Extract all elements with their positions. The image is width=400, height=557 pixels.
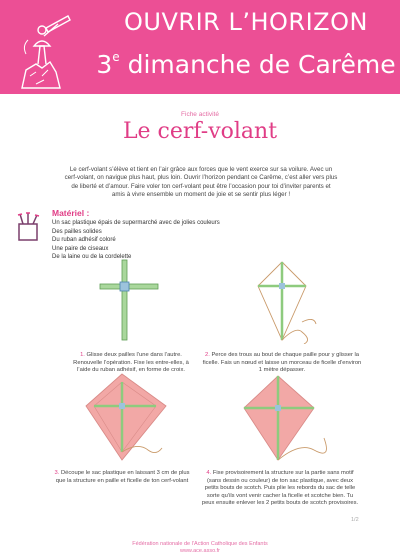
eyebrow-label: Fiche activité: [181, 111, 219, 118]
materials-item: Des pailles solides: [52, 228, 102, 235]
page-number: 1/2: [351, 517, 359, 523]
step-1: 1. Glisse deux pailles l’une dans l’autre. Renouvelle l’opération. Fixe les entre-elles, à l’aide du ruban adhésif, en forme de croix.: [73, 352, 189, 374]
intro-paragraph: Le cerf-volant s’élève et tient en l’air grâce aux forces que le vent exerce sur sa voilure. Avec un cerf-volant, on navigue plus haut, plus loin. Ouvrir l’horizon pendant ce Carême, c’est aller vers plus de liberté et d’amour. Faire voler ton cerf-volant peut être l’occasion pour toi d’inviter parents et amis à vivre ensemble un moment de joie et se sentir plus léger !: [64, 166, 338, 198]
step-4: 4. Fixe provisoirement la structure sur la partie sans motif (sans dessin ou couleur) de ton sac plastique, avec deux petits bouts de scotch. Puis plie les rebords du sac de telle sorte qu’ils vont venir cacher la ficelle et scotche bien. Tu peux ensuite enlever les 2 petits bouts de scotch provisoires.: [201, 470, 359, 507]
kite-frame-illustration: [252, 260, 322, 344]
finished-kite-illustration: [240, 372, 340, 468]
explorer-figure-icon: [16, 6, 86, 90]
footer-organization: Fédération nationale de l’Action Catholique des Enfants: [132, 541, 268, 547]
materials-list: [52, 219, 220, 262]
footer-website[interactable]: www.ace.asso.fr: [179, 548, 221, 554]
step-3: 3. Découpe le sac plastique en laissant 3 cm de plus que la structure en paille et ficelle de ton cerf-volant: [54, 470, 190, 484]
straw-cross-illustration: [98, 258, 160, 342]
header-subtitle: 3e dimanche de Carême: [96, 50, 396, 79]
materials-item: Du ruban adhésif coloré: [52, 237, 116, 243]
step-2: 2. Perce des trous au bout de chaque paille pour y glisser la ficelle. Fais un nœud et laisse un morceau de ficelle d’environ 1 mètre dépasser.: [202, 352, 362, 374]
materials-item: Un sac plastique épais de supermarché avec de jolies couleurs: [52, 220, 220, 226]
materials-item: Une paire de ciseaux: [52, 245, 109, 252]
footer: [0, 541, 400, 555]
header-banner: [0, 0, 400, 94]
materials-title: Matériel :: [52, 208, 90, 218]
kite-cutout-illustration: [82, 370, 178, 466]
page-title: Le cerf-volant: [122, 119, 278, 144]
pencil-cup-icon: [12, 212, 46, 242]
header-title: OUVRIR L’HORIZON: [124, 8, 368, 36]
materials-item: De la laine ou de la cordelette: [52, 254, 132, 260]
